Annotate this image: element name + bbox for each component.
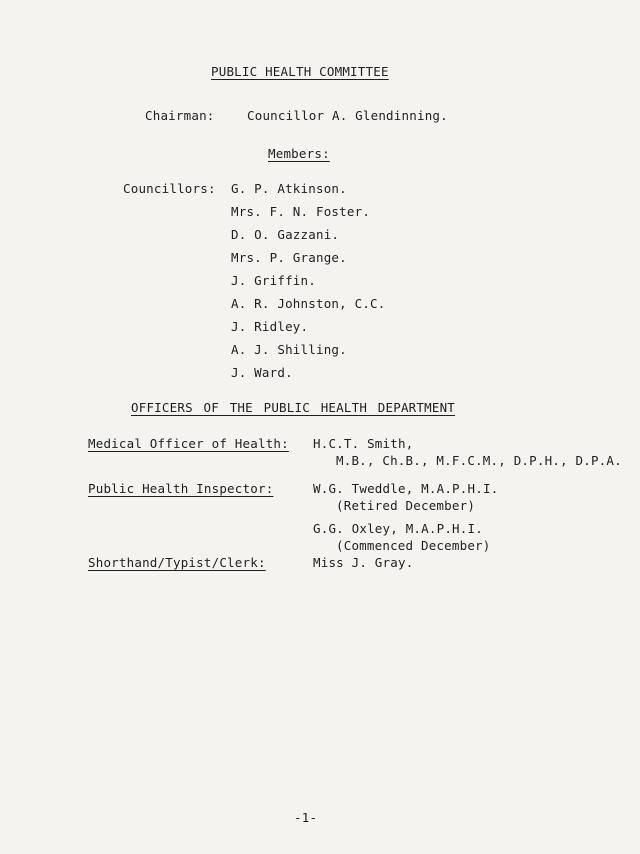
clerk-name: Miss J. Gray. [313, 555, 414, 570]
councillor-item: Mrs. F. N. Foster. [231, 204, 371, 219]
members-heading: Members: [268, 146, 330, 161]
chairman-name: Councillor A. Glendinning. [247, 108, 448, 123]
phi-label: Public Health Inspector: [88, 481, 274, 496]
phi-2-name: G.G. Oxley, M.A.P.H.I. [313, 521, 483, 536]
officers-title: OFFICERS OF THE PUBLIC HEALTH DEPARTMENT [131, 400, 456, 415]
page-number: -1- [294, 810, 318, 825]
phi-1-name: W.G. Tweddle, M.A.P.H.I. [313, 481, 499, 496]
councillor-item: A. R. Johnston, C.C. [231, 296, 386, 311]
committee-title: PUBLIC HEALTH COMMITTEE [211, 64, 389, 79]
councillor-item: D. O. Gazzani. [231, 227, 340, 242]
moh-name: H.C.T. Smith, [313, 436, 414, 451]
clerk-label: Shorthand/Typist/Clerk: [88, 555, 266, 570]
councillor-item: A. J. Shilling. [231, 342, 347, 357]
moh-label: Medical Officer of Health: [88, 436, 289, 451]
councillor-item: Mrs. P. Grange. [231, 250, 347, 265]
chairman-label: Chairman: [145, 108, 215, 123]
moh-qualifications: M.B., Ch.B., M.F.C.M., D.P.H., D.P.A. [336, 453, 622, 468]
councillors-label: Councillors: [123, 181, 216, 196]
councillor-item: J. Ridley. [231, 319, 309, 334]
councillor-item: J. Griffin. [231, 273, 316, 288]
phi-2-note: (Commenced December) [336, 538, 491, 553]
phi-1-note: (Retired December) [336, 498, 476, 513]
councillor-item: J. Ward. [231, 365, 293, 380]
councillor-item: G. P. Atkinson. [231, 181, 347, 196]
